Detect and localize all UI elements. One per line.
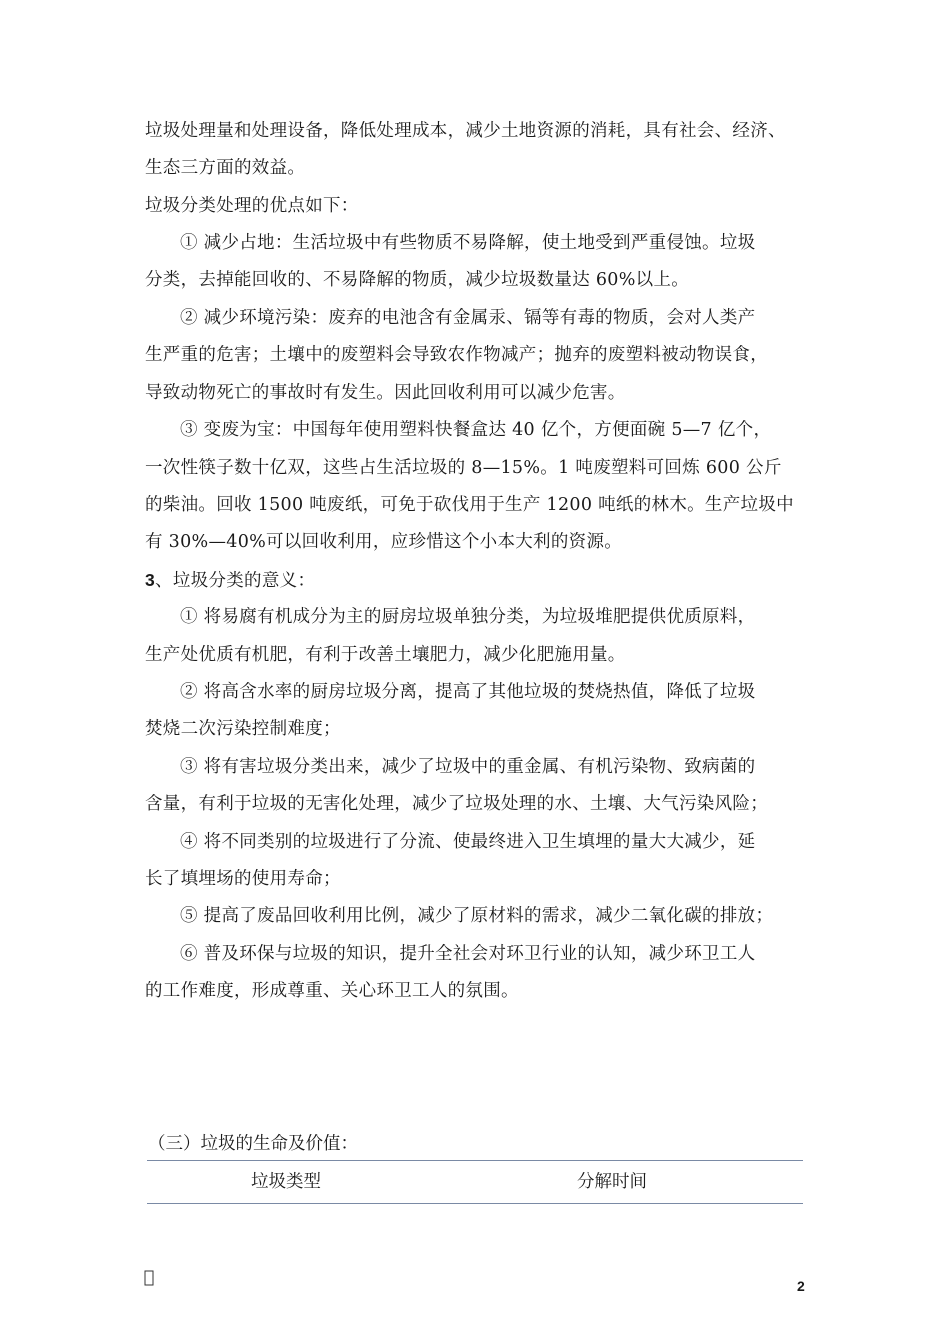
list-item-line: 的柴油。回收 1500 吨废纸，可免于砍伐用于生产 1200 吨纸的林木。生产垃圾中 (145, 495, 794, 515)
list-item-line: 导致动物死亡的事故时有发生。因此回收利用可以减少危害。 (145, 383, 626, 403)
paragraph-line: 垃圾分类处理的优点如下： (145, 196, 359, 216)
page-number: 2 (797, 1278, 805, 1294)
list-item-line: ① 减少占地：生活垃圾中有些物质不易降解，使土地受到严重侵蚀。垃圾 (180, 233, 756, 253)
paragraph-line: 垃圾处理量和处理设备，降低处理成本，减少土地资源的消耗，具有社会、经济、 (145, 121, 786, 141)
heading-number: 3 (145, 570, 156, 590)
list-item-line: 含量，有利于垃圾的无害化处理，减少了垃圾处理的水、土壤、大气污染风险； (145, 794, 768, 814)
footer-placeholder-glyph (144, 1270, 154, 1291)
list-item-line: 一次性筷子数十亿双，这些占生活垃圾的 8—15%。1 吨废塑料可回炼 600 公斤 (145, 458, 782, 478)
section-heading (145, 567, 315, 594)
list-item-line: 生严重的危害；土壤中的废塑料会导致农作物减产；抛弃的废塑料被动物误食， (145, 345, 768, 365)
data-table (147, 1160, 803, 1204)
list-item-line: ③ 将有害垃圾分类出来，减少了垃圾中的重金属、有机污染物、致病菌的 (180, 757, 756, 777)
section-title: （三）垃圾的生命及价值： (148, 1134, 358, 1154)
list-item-line: 焚烧二次污染控制难度； (145, 719, 341, 739)
list-item-line: 有 30%—40%可以回收利用，应珍惜这个小本大利的资源。 (145, 532, 623, 552)
list-item-line: ③ 变废为宝：中国每年使用塑料快餐盒达 40 亿个，方便面碗 5—7 亿个， (180, 420, 772, 440)
missing-glyph-icon (144, 1270, 154, 1286)
list-item-line: ⑥ 普及环保与垃圾的知识，提升全社会对环卫行业的认知，减少环卫工人 (180, 944, 756, 964)
table-header-cell: 垃圾类型 (251, 1172, 321, 1192)
list-item-line: 的工作难度，形成尊重、关心环卫工人的氛围。 (145, 981, 519, 1001)
list-item-line: ④ 将不同类别的垃圾进行了分流、使最终进入卫生填埋的量大大减少，延 (180, 832, 756, 852)
list-item-line: 长了填埋场的使用寿命； (145, 869, 341, 889)
list-item-line: 生产处优质有机肥，有利于改善土壤肥力，减少化肥施用量。 (145, 645, 626, 665)
list-item-line: ② 将高含水率的厨房垃圾分离，提高了其他垃圾的焚烧热值，降低了垃圾 (180, 682, 756, 702)
table-header-cell: 分解时间 (577, 1172, 647, 1192)
list-item-line: ① 将易腐有机成分为主的厨房垃圾单独分类，为垃圾堆肥提供优质原料， (180, 607, 756, 627)
list-item-line: ② 减少环境污染：废弃的电池含有金属汞、镉等有毒的物质，会对人类产 (180, 308, 756, 328)
heading-text: 、垃圾分类的意义： (155, 571, 316, 591)
list-item-line: 分类，去掉能回收的、不易降解的物质，减少垃圾数量达 60%以上。 (145, 270, 690, 290)
list-item-line: ⑤ 提高了废品回收利用比例，减少了原材料的需求，减少二氧化碳的排放； (180, 906, 774, 926)
paragraph-line: 生态三方面的效益。 (145, 158, 306, 178)
